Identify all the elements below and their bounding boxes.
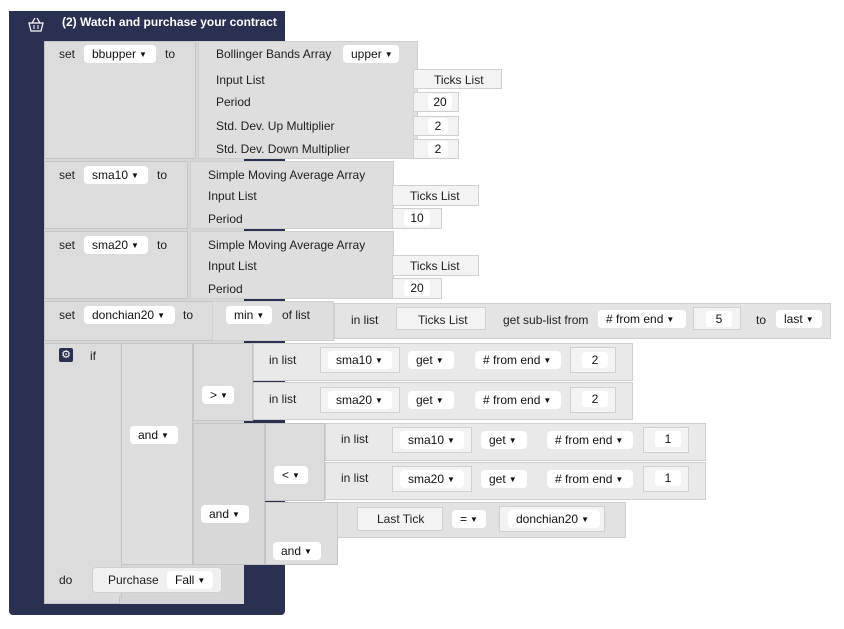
gt-compare-block[interactable] [193, 343, 253, 421]
func-label: Simple Moving Average Array [208, 168, 366, 182]
last-tick-label: Last Tick [377, 512, 425, 526]
from-end-dropdown[interactable]: # from end ▼ [598, 310, 686, 328]
down-multiplier-field[interactable]: 2 [428, 141, 448, 157]
from-end-dropdown[interactable]: # from end ▼ [475, 391, 561, 409]
var-dropdown-sma20[interactable]: sma20 ▼ [400, 470, 464, 488]
to-label: to [183, 308, 194, 322]
var-dropdown-sma20[interactable]: sma20 ▼ [84, 236, 148, 254]
row-label: Period [216, 95, 251, 109]
sublist-number-field[interactable]: 5 [706, 311, 732, 327]
func-label: Bollinger Bands Array [216, 47, 332, 61]
ticks-list-label: Ticks List [410, 259, 460, 273]
basket-icon [26, 15, 46, 35]
to-label: to [756, 313, 767, 327]
var-dropdown-sma10[interactable]: sma10 ▼ [328, 351, 392, 369]
of-list-label: of list [282, 308, 311, 322]
get-dropdown[interactable]: get ▼ [481, 431, 527, 449]
block-title: (2) Watch and purchase your contract [62, 15, 277, 29]
gear-icon[interactable]: ⚙ [59, 348, 73, 362]
lt-dropdown[interactable]: < ▼ [274, 466, 308, 484]
row-label: Input List [216, 73, 265, 87]
min-dropdown[interactable]: min ▼ [226, 306, 272, 324]
and-dropdown[interactable]: and ▼ [130, 426, 178, 444]
row-label: Input List [208, 189, 257, 203]
and-block-inner[interactable] [193, 423, 265, 565]
ticks-list-label: Ticks List [434, 73, 484, 87]
lt-compare-block[interactable] [265, 423, 325, 501]
from-end-dropdown[interactable]: # from end ▼ [475, 351, 561, 369]
and-block-outer[interactable] [121, 343, 193, 565]
get-dropdown[interactable]: get ▼ [481, 470, 527, 488]
row-label: Period [208, 282, 243, 296]
to-label: to [157, 238, 168, 252]
in-list-label: in list [341, 471, 369, 485]
in-list-label: in list [269, 392, 297, 406]
index-field[interactable]: 1 [655, 431, 681, 447]
row-label: Period [208, 212, 243, 226]
index-field[interactable]: 2 [582, 391, 608, 407]
row-label: Std. Dev. Down Multiplier [216, 142, 350, 156]
get-dropdown[interactable]: get ▼ [408, 351, 454, 369]
func-label: Simple Moving Average Array [208, 238, 366, 252]
period-field[interactable]: 20 [428, 94, 452, 110]
direction-dropdown[interactable]: Fall ▼ [167, 571, 213, 589]
period-field[interactable]: 20 [404, 280, 430, 296]
equals-dropdown[interactable]: = ▼ [452, 510, 486, 528]
to-label: to [157, 168, 168, 182]
period-field[interactable]: 10 [404, 210, 430, 226]
in-list-label: in list [269, 353, 297, 367]
do-label: do [59, 573, 73, 587]
from-end-dropdown[interactable]: # from end ▼ [547, 470, 633, 488]
set-label: set [59, 168, 76, 182]
row-label: Input List [208, 259, 257, 273]
last-dropdown[interactable]: last ▼ [776, 310, 822, 328]
var-dropdown-sma10[interactable]: sma10 ▼ [400, 431, 464, 449]
var-dropdown-bbupper[interactable]: bbupper ▼ [84, 45, 156, 63]
get-dropdown[interactable]: get ▼ [408, 391, 454, 409]
ticks-list-label: Ticks List [410, 189, 460, 203]
if-block-footer [44, 596, 120, 604]
in-list-label: in list [351, 313, 379, 327]
and-dropdown[interactable]: and ▼ [201, 505, 249, 523]
set-label: set [59, 47, 76, 61]
if-label: if [90, 349, 96, 363]
if-block[interactable] [44, 343, 122, 598]
var-dropdown-sma10[interactable]: sma10 ▼ [84, 166, 148, 184]
ticks-list-label: Ticks List [418, 313, 468, 327]
gt-dropdown[interactable]: > ▼ [202, 386, 234, 404]
purchase-label: Purchase [108, 573, 159, 587]
var-dropdown-sma20[interactable]: sma20 ▼ [328, 391, 392, 409]
index-field[interactable]: 1 [655, 470, 681, 486]
band-dropdown[interactable]: upper ▼ [343, 45, 399, 63]
and-dropdown[interactable]: and ▼ [273, 542, 321, 560]
from-end-dropdown[interactable]: # from end ▼ [547, 431, 633, 449]
var-dropdown-donchian20[interactable]: donchian20 ▼ [508, 510, 600, 528]
up-multiplier-field[interactable]: 2 [428, 118, 448, 134]
in-list-label: in list [341, 432, 369, 446]
to-label: to [165, 47, 176, 61]
row-label: Std. Dev. Up Multiplier [216, 119, 335, 133]
get-sublist-label: get sub-list from [503, 313, 589, 327]
var-dropdown-donchian20[interactable]: donchian20 ▼ [84, 306, 175, 324]
set-label: set [59, 238, 76, 252]
index-field[interactable]: 2 [582, 352, 608, 368]
set-label: set [59, 308, 76, 322]
